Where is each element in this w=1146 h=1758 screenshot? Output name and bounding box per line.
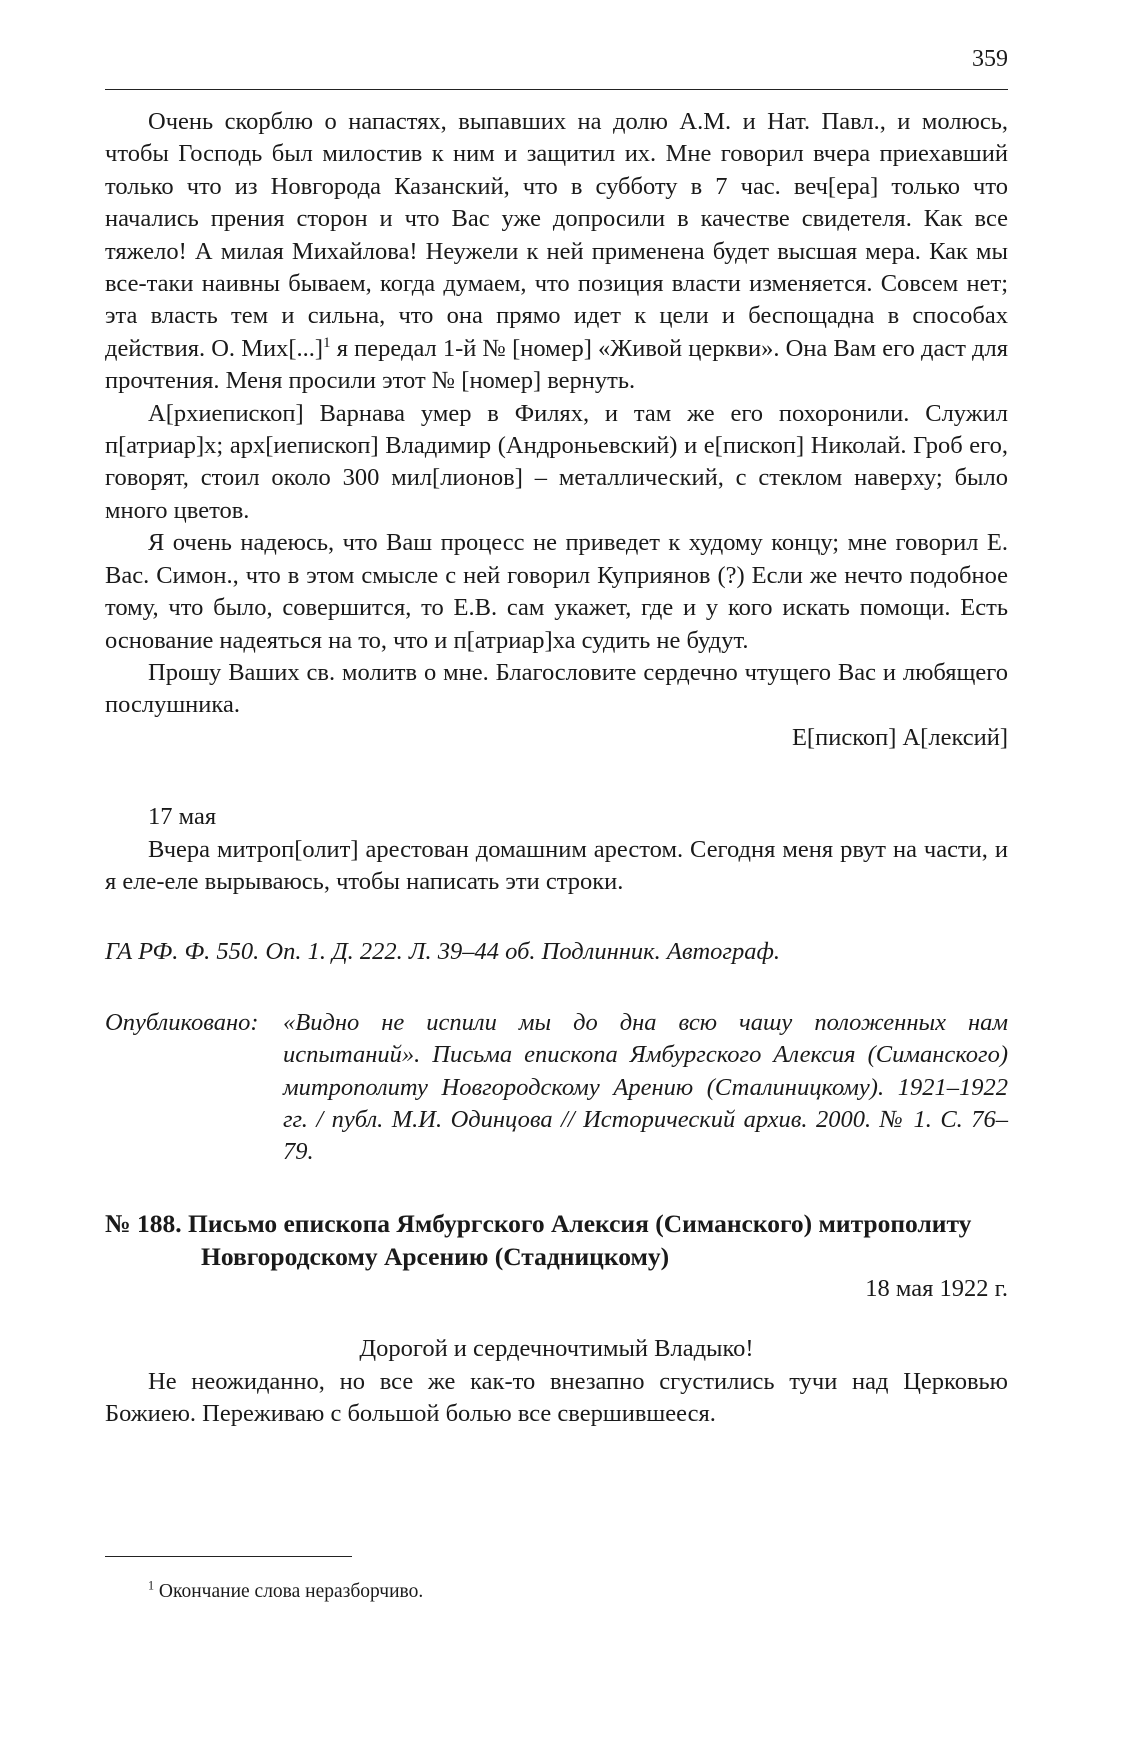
letter-signature: Е[пископ] А[лексий] — [791, 723, 1008, 751]
footnote-text: Окончание слова неразборчиво. — [158, 1581, 424, 1602]
letter-paragraph-4: Прошу Ваших св. молитв о мне. Благословите сердечно чтущего Вас и любящего послушника. — [105, 658, 1008, 719]
letter-paragraph-3: Я очень надеюсь, что Ваш процесс не приведет к худому концу; мне говорил Е. Вас. Симон., что в этом смысле с ней говорил Куприянов (?) Если же нечто подобное тому, что было, совершится, то Е.В. сам укажет, где и у кого искать помощи. Есть основание надеяться на то, что и п[атриар]ха судить не будут. — [105, 529, 1008, 654]
postscript-text: Вчера митроп[олит] арестован домашним арестом. Сегодня меня рвут на части, и я еле-еле вырываюсь, чтобы написать эти строки. — [105, 835, 1008, 895]
publication-note — [105, 1007, 1008, 1169]
salutation: Дорогой и сердечночтимый Владыко! — [359, 1335, 754, 1363]
footnote — [148, 1580, 423, 1604]
spacer — [105, 754, 1008, 801]
paragraph-text-before-ref: Очень скорблю о напастях, выпавших на долю А.М. и Нат. Павл., и молюсь, чтобы Господь был милостив к ним и защитил их. Мне говорил вчера приехавший только что из Новгорода Казанский, что в субботу в 7 час. веч[ера] только что начались прения сторон и что Вас уже допросили в качестве свидетеля. Как все тяжело! А милая Михайлова! Неужели к ней применена будет высшая мера. Как мы все-таки наивны бываем, когда думаем, что позиция власти изменяется. Совсем нет; эта власть тем и сильна, что она прямо идет к цели и беспощадна в способах действия. О. Мих[...] — [105, 108, 1008, 362]
document-date: 18 мая 1922 г. — [865, 1274, 1008, 1302]
document-opening-paragraph: Не неожиданно, но все же как-то внезапно сгустились тучи над Церковью Божиею. Переживаю с большой болью все свершившееся. — [105, 1367, 1008, 1427]
page-number: 359 — [972, 46, 1008, 72]
page-body — [105, 106, 1008, 1430]
spacer — [105, 969, 1008, 1007]
spacer — [105, 1305, 1008, 1333]
footnote-marker: 1 — [148, 1578, 155, 1593]
letter-paragraph-2: А[рхиепископ] Варнава умер в Филях, и там же его похоронили. Служил п[атриар]х; арх[иепископ] Владимир (Андроньевский) и е[пископ] Николай. Гроб его, говорят, стоил около 300 мил[лионов] – металлический, с стеклом наверху; было много цветов. — [105, 399, 1008, 524]
publication-citation: «Видно не испили мы до дна всю чашу положенных нам испытаний». Письма епископа Ямбургского Алексия (Симанского) митрополиту Новгородскому Арению (Сталиницкому). 1921–1922 гг. / публ. М.И. Одинцова // Исторический архив. 2000. № 1. С. 76–79. — [283, 1008, 1008, 1166]
publication-label: Опубликовано: — [105, 1008, 259, 1036]
document-heading: № 188. Письмо епископа Ямбургского Алексия (Симанского) митрополиту Новгородскому Арсению (Стадницкому) — [105, 1208, 972, 1271]
postscript-date: 17 мая — [148, 803, 217, 831]
spacer — [105, 1169, 1008, 1207]
spacer — [105, 898, 1008, 936]
header-rule — [105, 89, 1008, 90]
archive-reference: ГА РФ. Ф. 550. Оп. 1. Д. 222. Л. 39–44 об. Подлинник. Автограф. — [105, 938, 780, 966]
footnote-rule — [105, 1556, 352, 1557]
letter-paragraph-1 — [105, 106, 1008, 398]
paragraph-text-after-ref: я передал 1-й № [номер] «Живой церкви». Она Вам его даст для прочтения. Меня просили этот № [номер] вернуть. — [105, 334, 1008, 395]
footnote-reference: 1 — [323, 333, 331, 351]
